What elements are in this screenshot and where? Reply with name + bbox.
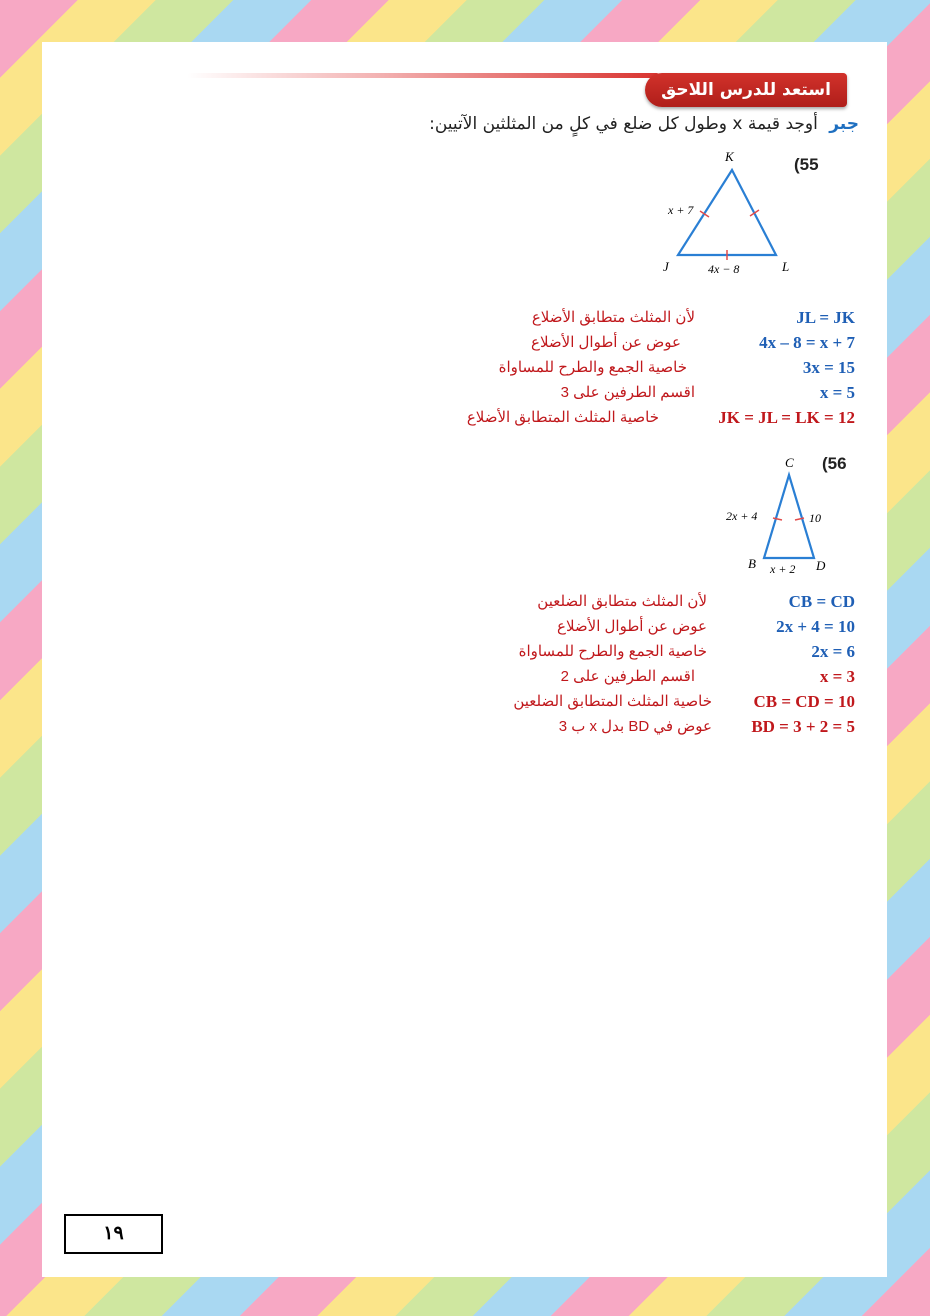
step-equation: CB = CD = 10 [753, 692, 855, 711]
step-equation: CB = CD [788, 592, 855, 611]
step-equation: 2x + 4 = 10 [776, 617, 855, 636]
side-cd-label: 10 [809, 511, 821, 525]
step-reason: لأن المثلث متطابق الأضلاع [531, 309, 695, 326]
vertex-k: K [725, 149, 734, 164]
step-reason: اقسم الطرفين على 3 [560, 384, 695, 401]
step-equation: BD = 3 + 2 = 5 [751, 717, 855, 736]
side-jl-label: 4x − 8 [708, 262, 740, 276]
step-reason: اقسم الطرفين على 2 [560, 668, 695, 685]
step-reason: عوض عن أطوال الأضلاع [531, 334, 681, 351]
vertex-j: J [663, 259, 669, 274]
step-reason: خاصية المثلث المتطابق الضلعين [513, 693, 712, 710]
problem-56-number: (56 [822, 454, 847, 473]
side-jk-label: x + 7 [668, 203, 694, 217]
step-reason: لأن المثلث متطابق الضلعين [537, 593, 707, 610]
instruction [429, 114, 859, 134]
side-bd-label: x + 2 [770, 562, 796, 576]
vertex-b: B [748, 556, 756, 571]
problem-55-equations [718, 308, 855, 433]
triangle-jkl [652, 142, 812, 282]
step-equation: 3x = 15 [802, 358, 855, 377]
section-banner: استعد للدرس اللاحق [645, 73, 847, 107]
side-bc-label: 2x + 4 [726, 509, 758, 523]
step-reason: خاصية الجمع والطرح للمساواة [498, 359, 687, 376]
step-equation: x = 3 [819, 667, 855, 686]
step-equation: 2x = 6 [811, 642, 855, 661]
instruction-text: أوجد قيمة x وطول كل ضلع في كلٍ من المثلثين الآتيين: [429, 114, 818, 134]
step-equation: x = 5 [819, 383, 855, 402]
triangle-bcd [712, 447, 862, 577]
step-reason: خاصية الجمع والطرح للمساواة [518, 643, 707, 660]
vertex-d: D [816, 558, 826, 573]
step-reason: عوض عن أطوال الأضلاع [557, 618, 707, 635]
step-equation: JL = JK [796, 308, 855, 327]
banner-line [187, 73, 659, 78]
problem-56-equations [751, 592, 855, 742]
step-reason: خاصية المثلث المتطابق الأضلاع [466, 409, 659, 426]
problem-55-number: (55 [794, 155, 819, 174]
vertex-l: L [782, 259, 790, 274]
step-equation: 4x – 8 = x + 7 [759, 333, 855, 352]
step-reason: عوض في BD بدل x ب 3 [558, 718, 712, 735]
vertex-c: C [785, 455, 794, 470]
step-equation: JK = JL = LK = 12 [718, 408, 855, 427]
page-sheet [42, 42, 887, 1277]
page-number-box: ١٩ [64, 1214, 163, 1254]
instruction-tag: جبر [829, 114, 859, 134]
